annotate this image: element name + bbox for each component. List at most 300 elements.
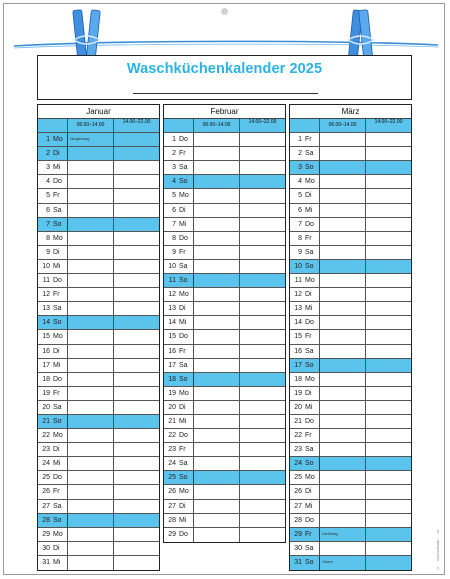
weekday: Di bbox=[53, 150, 60, 158]
slot-evening-cell[interactable] bbox=[114, 133, 159, 146]
day-number: 28 bbox=[168, 516, 176, 524]
weekday: Do bbox=[53, 178, 62, 186]
slot-morning-cell[interactable] bbox=[194, 161, 240, 174]
day-number: 2 bbox=[46, 150, 50, 158]
slot-morning-cell[interactable] bbox=[68, 246, 114, 259]
slot-evening-cell[interactable] bbox=[366, 260, 411, 273]
slot-evening-cell[interactable] bbox=[240, 232, 285, 245]
slot-evening-cell[interactable] bbox=[240, 133, 285, 146]
day-number: 12 bbox=[294, 291, 302, 299]
slot-evening-cell[interactable] bbox=[240, 161, 285, 174]
day-number: 17 bbox=[42, 361, 50, 369]
slot-morning-cell[interactable] bbox=[194, 175, 240, 188]
day-row bbox=[290, 345, 411, 359]
slot-evening-cell[interactable] bbox=[114, 302, 159, 315]
slot-morning-cell[interactable] bbox=[194, 373, 240, 386]
day-row bbox=[290, 302, 411, 316]
day-row bbox=[290, 528, 411, 542]
slot-morning-cell[interactable] bbox=[194, 274, 240, 287]
day-row bbox=[290, 330, 411, 344]
slot-evening-cell[interactable] bbox=[114, 471, 159, 484]
slot-morning-cell[interactable] bbox=[68, 457, 114, 470]
slot-morning-cell[interactable] bbox=[68, 542, 114, 555]
slot-morning-cell[interactable] bbox=[320, 133, 366, 146]
day-number: 13 bbox=[168, 305, 176, 313]
slot-morning-cell[interactable] bbox=[320, 260, 366, 273]
day-row bbox=[164, 373, 285, 387]
slot-evening-cell[interactable] bbox=[240, 218, 285, 231]
slot-evening-cell[interactable] bbox=[114, 556, 159, 570]
day-number: 16 bbox=[294, 347, 302, 355]
day-label bbox=[290, 500, 320, 513]
slot-morning-cell[interactable] bbox=[320, 345, 366, 358]
slot-evening-cell[interactable] bbox=[366, 387, 411, 400]
slot-morning-cell[interactable] bbox=[320, 429, 366, 442]
slot-evening-cell[interactable] bbox=[240, 189, 285, 202]
weekday: Fr bbox=[305, 432, 312, 440]
slot-evening-cell[interactable] bbox=[366, 359, 411, 372]
slot-evening-cell[interactable] bbox=[114, 514, 159, 527]
day-number: 24 bbox=[168, 460, 176, 468]
slot-evening-cell[interactable] bbox=[114, 246, 159, 259]
weekday: Do bbox=[305, 220, 314, 228]
weekday: So bbox=[179, 178, 188, 186]
slot-morning-cell[interactable] bbox=[194, 204, 240, 217]
slot-evening-cell[interactable] bbox=[240, 302, 285, 315]
weekday: Do bbox=[179, 333, 188, 341]
day-label bbox=[290, 345, 320, 358]
slot-morning-cell[interactable] bbox=[194, 288, 240, 301]
day-row bbox=[164, 485, 285, 499]
slot-morning-cell[interactable] bbox=[68, 471, 114, 484]
slot-evening-cell[interactable] bbox=[366, 542, 411, 555]
day-number: 25 bbox=[168, 474, 176, 482]
day-label bbox=[38, 260, 68, 273]
slot-morning-cell[interactable] bbox=[320, 330, 366, 343]
weekday: Mo bbox=[179, 488, 189, 496]
day-row bbox=[164, 161, 285, 175]
slot-evening-cell[interactable] bbox=[366, 288, 411, 301]
slot-evening-cell[interactable] bbox=[366, 147, 411, 160]
weekday: Di bbox=[53, 347, 60, 355]
slot-evening-cell[interactable] bbox=[366, 443, 411, 456]
slot-morning-cell[interactable] bbox=[68, 330, 114, 343]
weekday: Sa bbox=[53, 206, 62, 214]
slot-morning-cell[interactable]: Neujahrstag bbox=[68, 133, 114, 146]
day-label bbox=[38, 429, 68, 442]
slot-morning-cell[interactable] bbox=[68, 175, 114, 188]
slot-evening-cell[interactable] bbox=[240, 457, 285, 470]
slot-morning-cell[interactable] bbox=[194, 316, 240, 329]
day-label bbox=[164, 415, 194, 428]
day-label bbox=[164, 316, 194, 329]
day-label bbox=[38, 288, 68, 301]
slot-evening-cell[interactable] bbox=[114, 161, 159, 174]
slot-evening-cell[interactable] bbox=[366, 218, 411, 231]
day-row bbox=[164, 345, 285, 359]
day-row bbox=[164, 189, 285, 203]
weekday: Sa bbox=[305, 347, 314, 355]
day-number: 15 bbox=[42, 333, 50, 341]
slot-morning-cell[interactable] bbox=[320, 542, 366, 555]
slot-evening-cell[interactable] bbox=[240, 401, 285, 414]
day-label bbox=[38, 457, 68, 470]
day-row bbox=[164, 260, 285, 274]
day-number: 17 bbox=[294, 361, 302, 369]
slot-morning-cell[interactable] bbox=[68, 500, 114, 513]
slot-evening-cell[interactable] bbox=[114, 274, 159, 287]
slot-morning-cell[interactable] bbox=[320, 274, 366, 287]
slot-morning-cell[interactable] bbox=[194, 260, 240, 273]
slot-morning-cell[interactable] bbox=[194, 443, 240, 456]
weekday: Fr bbox=[179, 248, 186, 256]
slot-evening-cell[interactable] bbox=[114, 415, 159, 428]
slot-evening-cell[interactable] bbox=[114, 429, 159, 442]
day-row bbox=[164, 387, 285, 401]
slot-evening-cell[interactable] bbox=[240, 359, 285, 372]
day-number: 23 bbox=[42, 446, 50, 454]
slot-evening-cell[interactable] bbox=[240, 443, 285, 456]
slot-morning-cell[interactable] bbox=[68, 556, 114, 570]
slot-morning-cell[interactable] bbox=[194, 189, 240, 202]
slot-morning-cell[interactable] bbox=[320, 443, 366, 456]
slot-evening-cell[interactable] bbox=[366, 500, 411, 513]
slot-evening-cell[interactable] bbox=[114, 189, 159, 202]
slot-evening-cell[interactable] bbox=[240, 345, 285, 358]
slot-evening-cell[interactable] bbox=[240, 387, 285, 400]
day-row bbox=[38, 175, 159, 189]
slot-evening-cell[interactable] bbox=[240, 471, 285, 484]
day-number: 18 bbox=[294, 375, 302, 383]
time-slot-morning: 06.00–14.00 bbox=[68, 119, 114, 132]
day-row bbox=[38, 232, 159, 246]
slot-evening-cell[interactable] bbox=[366, 274, 411, 287]
day-row bbox=[164, 204, 285, 218]
slot-evening-cell[interactable] bbox=[366, 133, 411, 146]
slot-evening-cell[interactable] bbox=[114, 359, 159, 372]
weekday: Sa bbox=[179, 460, 188, 468]
day-label bbox=[38, 359, 68, 372]
slot-morning-cell[interactable] bbox=[194, 457, 240, 470]
slot-evening-cell[interactable] bbox=[114, 147, 159, 160]
slot-morning-cell[interactable]: Ostern bbox=[320, 556, 366, 570]
day-row bbox=[290, 175, 411, 189]
slot-morning-cell[interactable] bbox=[194, 133, 240, 146]
slot-morning-cell[interactable] bbox=[194, 471, 240, 484]
slot-evening-cell[interactable] bbox=[240, 316, 285, 329]
slot-morning-cell[interactable] bbox=[68, 359, 114, 372]
slot-morning-cell[interactable] bbox=[320, 316, 366, 329]
day-number: 25 bbox=[294, 474, 302, 482]
slot-evening-cell[interactable] bbox=[366, 373, 411, 386]
day-label bbox=[290, 175, 320, 188]
day-number: 12 bbox=[42, 291, 50, 299]
slot-evening-cell[interactable] bbox=[240, 500, 285, 513]
slot-evening-cell[interactable] bbox=[114, 218, 159, 231]
slot-evening-cell[interactable] bbox=[114, 443, 159, 456]
day-row bbox=[38, 359, 159, 373]
slot-morning-cell[interactable] bbox=[68, 260, 114, 273]
slot-evening-cell[interactable] bbox=[366, 316, 411, 329]
month-header: März bbox=[290, 105, 411, 119]
slot-morning-cell[interactable] bbox=[68, 274, 114, 287]
slot-evening-cell[interactable] bbox=[366, 528, 411, 541]
weekday: Mo bbox=[53, 432, 63, 440]
slot-evening-cell[interactable] bbox=[114, 373, 159, 386]
slot-morning-cell[interactable] bbox=[194, 302, 240, 315]
slot-morning-cell[interactable] bbox=[68, 232, 114, 245]
slot-morning-cell[interactable] bbox=[194, 246, 240, 259]
day-row bbox=[290, 542, 411, 556]
slot-morning-cell[interactable] bbox=[68, 147, 114, 160]
page-title: Waschküchenkalender 2025 bbox=[126, 61, 323, 77]
name-line[interactable] bbox=[133, 93, 318, 94]
slot-morning-cell[interactable] bbox=[194, 500, 240, 513]
slot-evening-cell[interactable] bbox=[114, 345, 159, 358]
slot-evening-cell[interactable] bbox=[114, 457, 159, 470]
weekday: Mo bbox=[179, 291, 189, 299]
day-row bbox=[38, 288, 159, 302]
slot-evening-cell[interactable] bbox=[240, 204, 285, 217]
slot-morning-cell[interactable] bbox=[68, 429, 114, 442]
slot-evening-cell[interactable] bbox=[366, 345, 411, 358]
slot-morning-cell[interactable] bbox=[68, 373, 114, 386]
time-slot-row bbox=[38, 119, 159, 133]
slot-evening-cell[interactable] bbox=[366, 246, 411, 259]
weekday: Do bbox=[53, 474, 62, 482]
slot-morning-cell[interactable] bbox=[320, 175, 366, 188]
slot-morning-cell[interactable] bbox=[194, 232, 240, 245]
slot-evening-cell[interactable] bbox=[366, 556, 411, 570]
slot-evening-cell[interactable] bbox=[366, 175, 411, 188]
slot-evening-cell[interactable] bbox=[114, 316, 159, 329]
weekday: Mo bbox=[53, 136, 63, 144]
slot-evening-cell[interactable] bbox=[366, 514, 411, 527]
weekday: Mo bbox=[305, 375, 315, 383]
slot-morning-cell[interactable] bbox=[194, 401, 240, 414]
slot-morning-cell[interactable] bbox=[194, 387, 240, 400]
slot-evening-cell[interactable] bbox=[114, 387, 159, 400]
slot-morning-cell[interactable] bbox=[68, 345, 114, 358]
slot-evening-cell[interactable] bbox=[366, 485, 411, 498]
day-label bbox=[38, 147, 68, 160]
weekday: Mi bbox=[53, 164, 61, 172]
weekday: Mo bbox=[53, 530, 63, 538]
slot-morning-cell[interactable] bbox=[320, 218, 366, 231]
slot-evening-cell[interactable] bbox=[240, 429, 285, 442]
weekday: Di bbox=[305, 291, 312, 299]
slot-morning-cell[interactable] bbox=[68, 443, 114, 456]
slot-morning-cell[interactable] bbox=[194, 528, 240, 542]
day-row bbox=[290, 359, 411, 373]
time-slot-spacer bbox=[290, 119, 320, 132]
slot-morning-cell[interactable]: Karfreitag bbox=[320, 528, 366, 541]
month-table-0 bbox=[37, 104, 160, 571]
day-label bbox=[164, 359, 194, 372]
slot-evening-cell[interactable] bbox=[114, 288, 159, 301]
slot-evening-cell[interactable] bbox=[366, 429, 411, 442]
weekday: Do bbox=[179, 234, 188, 242]
slot-morning-cell[interactable] bbox=[68, 514, 114, 527]
slot-evening-cell[interactable] bbox=[366, 189, 411, 202]
day-row bbox=[164, 528, 285, 542]
day-label bbox=[290, 528, 320, 541]
weekday: Fr bbox=[305, 333, 312, 341]
weekday: Mo bbox=[53, 333, 63, 341]
slot-evening-cell[interactable] bbox=[366, 415, 411, 428]
slot-morning-cell[interactable] bbox=[320, 387, 366, 400]
day-label bbox=[290, 232, 320, 245]
slot-morning-cell[interactable] bbox=[320, 401, 366, 414]
slot-evening-cell[interactable] bbox=[366, 471, 411, 484]
weekday: Do bbox=[179, 136, 188, 144]
slot-evening-cell[interactable] bbox=[366, 401, 411, 414]
slot-morning-cell[interactable] bbox=[68, 302, 114, 315]
slot-morning-cell[interactable] bbox=[320, 161, 366, 174]
slot-morning-cell[interactable] bbox=[320, 147, 366, 160]
slot-evening-cell[interactable] bbox=[366, 161, 411, 174]
day-number: 16 bbox=[42, 347, 50, 355]
slot-evening-cell[interactable] bbox=[114, 232, 159, 245]
day-label bbox=[164, 373, 194, 386]
slot-morning-cell[interactable] bbox=[68, 485, 114, 498]
slot-morning-cell[interactable] bbox=[194, 514, 240, 527]
slot-evening-cell[interactable] bbox=[366, 302, 411, 315]
slot-morning-cell[interactable] bbox=[320, 302, 366, 315]
slot-evening-cell[interactable] bbox=[366, 204, 411, 217]
weekday: Mo bbox=[305, 474, 315, 482]
slot-morning-cell[interactable] bbox=[320, 373, 366, 386]
slot-morning-cell[interactable] bbox=[320, 204, 366, 217]
day-number: 31 bbox=[42, 558, 50, 566]
slot-evening-cell[interactable] bbox=[240, 260, 285, 273]
slot-morning-cell[interactable] bbox=[320, 189, 366, 202]
slot-morning-cell[interactable] bbox=[320, 457, 366, 470]
day-row bbox=[290, 471, 411, 485]
slot-morning-cell[interactable] bbox=[320, 246, 366, 259]
slot-morning-cell[interactable] bbox=[68, 189, 114, 202]
weekday: Mo bbox=[179, 192, 189, 200]
slot-morning-cell[interactable] bbox=[68, 288, 114, 301]
slot-evening-cell[interactable] bbox=[114, 260, 159, 273]
slot-evening-cell[interactable] bbox=[114, 500, 159, 513]
day-label bbox=[290, 556, 320, 570]
slot-morning-cell[interactable] bbox=[320, 500, 366, 513]
slot-evening-cell[interactable] bbox=[114, 330, 159, 343]
day-number: 4 bbox=[46, 178, 50, 186]
slot-morning-cell[interactable] bbox=[68, 161, 114, 174]
weekday: Di bbox=[305, 192, 312, 200]
slot-morning-cell[interactable] bbox=[320, 485, 366, 498]
slot-evening-cell[interactable] bbox=[240, 288, 285, 301]
slot-morning-cell[interactable] bbox=[68, 387, 114, 400]
day-row bbox=[164, 302, 285, 316]
slot-morning-cell[interactable] bbox=[320, 232, 366, 245]
day-label bbox=[164, 302, 194, 315]
slot-morning-cell[interactable] bbox=[194, 330, 240, 343]
slot-morning-cell[interactable] bbox=[194, 359, 240, 372]
slot-morning-cell[interactable] bbox=[320, 359, 366, 372]
slot-morning-cell[interactable] bbox=[320, 471, 366, 484]
day-label bbox=[290, 133, 320, 146]
day-label bbox=[290, 147, 320, 160]
day-number: 20 bbox=[294, 403, 302, 411]
slot-evening-cell[interactable] bbox=[114, 528, 159, 541]
day-number: 19 bbox=[294, 389, 302, 397]
day-label bbox=[164, 485, 194, 498]
day-label bbox=[164, 401, 194, 414]
day-label bbox=[290, 429, 320, 442]
slot-morning-cell[interactable] bbox=[320, 288, 366, 301]
slot-morning-cell[interactable] bbox=[194, 345, 240, 358]
day-row bbox=[38, 542, 159, 556]
slot-evening-cell[interactable] bbox=[114, 401, 159, 414]
slot-evening-cell[interactable] bbox=[240, 528, 285, 542]
slot-evening-cell[interactable] bbox=[366, 457, 411, 470]
day-row bbox=[290, 161, 411, 175]
day-number: 29 bbox=[294, 530, 302, 538]
slot-morning-cell[interactable] bbox=[194, 147, 240, 160]
day-number: 16 bbox=[168, 347, 176, 355]
slot-morning-cell[interactable] bbox=[194, 485, 240, 498]
day-label bbox=[164, 246, 194, 259]
slot-evening-cell[interactable] bbox=[114, 175, 159, 188]
slot-evening-cell[interactable] bbox=[240, 175, 285, 188]
slot-evening-cell[interactable] bbox=[114, 485, 159, 498]
day-row bbox=[38, 401, 159, 415]
slot-evening-cell[interactable] bbox=[240, 147, 285, 160]
slot-morning-cell[interactable] bbox=[68, 204, 114, 217]
slot-evening-cell[interactable] bbox=[366, 232, 411, 245]
slot-evening-cell[interactable] bbox=[240, 415, 285, 428]
day-number: 5 bbox=[46, 192, 50, 200]
slot-morning-cell[interactable] bbox=[194, 429, 240, 442]
time-slot-row bbox=[290, 119, 411, 133]
day-label bbox=[38, 500, 68, 513]
weekday: Do bbox=[179, 530, 188, 538]
slot-morning-cell[interactable] bbox=[320, 415, 366, 428]
slot-evening-cell[interactable] bbox=[240, 274, 285, 287]
slot-evening-cell[interactable] bbox=[240, 485, 285, 498]
slot-evening-cell[interactable] bbox=[240, 246, 285, 259]
slot-evening-cell[interactable] bbox=[240, 373, 285, 386]
slot-evening-cell[interactable] bbox=[114, 204, 159, 217]
slot-morning-cell[interactable] bbox=[68, 528, 114, 541]
slot-morning-cell[interactable] bbox=[194, 415, 240, 428]
weekday: Do bbox=[53, 277, 62, 285]
day-label bbox=[290, 302, 320, 315]
day-label bbox=[38, 401, 68, 414]
day-number: 9 bbox=[46, 248, 50, 256]
slot-evening-cell[interactable] bbox=[114, 542, 159, 555]
day-row bbox=[290, 189, 411, 203]
day-number: 23 bbox=[294, 446, 302, 454]
slot-evening-cell[interactable] bbox=[240, 330, 285, 343]
day-row bbox=[164, 288, 285, 302]
day-label bbox=[164, 204, 194, 217]
slot-morning-cell[interactable] bbox=[320, 514, 366, 527]
day-label bbox=[290, 204, 320, 217]
slot-morning-cell[interactable] bbox=[68, 218, 114, 231]
slot-evening-cell[interactable] bbox=[240, 514, 285, 527]
slot-morning-cell[interactable] bbox=[68, 415, 114, 428]
slot-morning-cell[interactable] bbox=[194, 218, 240, 231]
day-label bbox=[164, 288, 194, 301]
slot-evening-cell[interactable] bbox=[366, 330, 411, 343]
slot-morning-cell[interactable] bbox=[68, 316, 114, 329]
weekday: Mi bbox=[179, 516, 187, 524]
slot-morning-cell[interactable] bbox=[68, 401, 114, 414]
